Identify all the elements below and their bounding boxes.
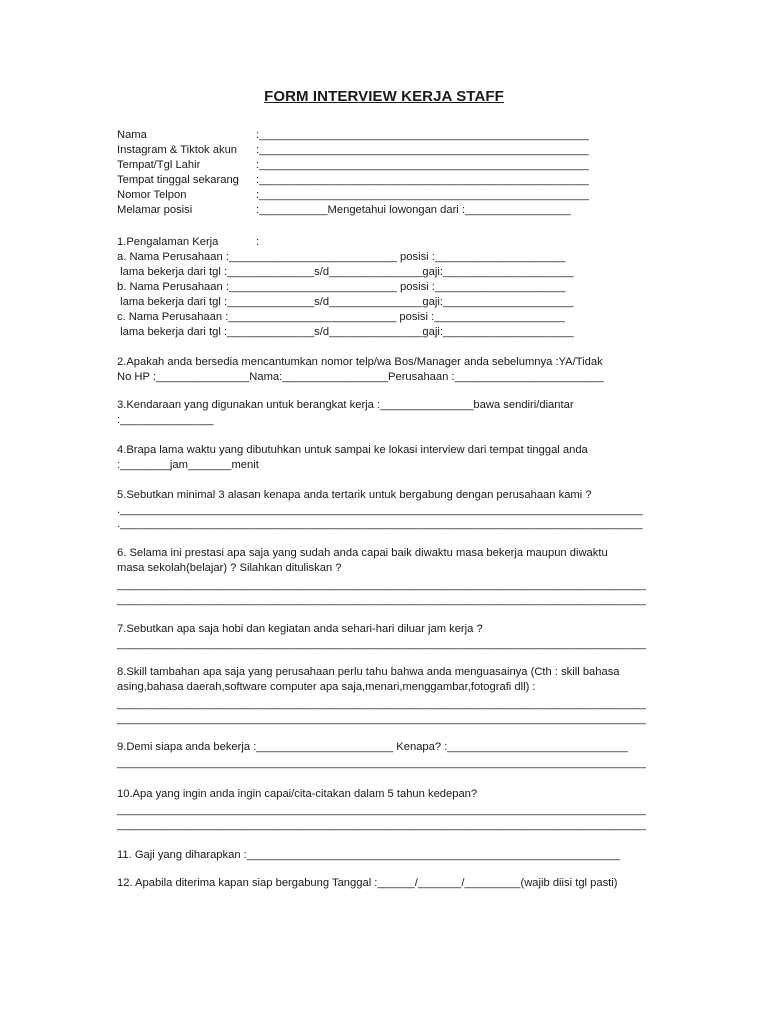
experience-line[interactable]: lama bekerja dari tgl :______________s/d_______________gaji:_____________________ xyxy=(117,296,574,308)
question-4: 4.Brapa lama waktu yang dibutuhkan untuk sampai ke lokasi interview dari tempat tinggal anda xyxy=(117,444,588,456)
experience-line[interactable]: lama bekerja dari tgl :______________s/d_______________gaji:_____________________ xyxy=(117,326,574,338)
answer-line[interactable]: _____________________________________________________________________________________ xyxy=(117,638,646,650)
question-9[interactable]: 9.Demi siapa anda bekerja :______________________ Kenapa? :_____________________________ xyxy=(117,741,628,753)
experience-line[interactable]: c. Nama Perusahaan :___________________________ posisi :_____________________ xyxy=(117,311,565,323)
field-ttl[interactable]: :_____________________________________________________ xyxy=(256,159,589,171)
question-12[interactable]: 12. Apabila diterima kapan siap bergabung Tanggal :______/_______/_________(wajib diisi tgl pasti) xyxy=(117,877,618,889)
label-nama: Nama xyxy=(117,129,147,141)
experience-heading: 1.Pengalaman Kerja xyxy=(117,236,219,248)
question-2: 2.Apakah anda bersedia mencantumkan nomor telp/wa Bos/Manager anda sebelumnya :YA/Tidak xyxy=(117,356,603,368)
answer-line[interactable]: .____________________________________________________________________________________ xyxy=(117,518,643,530)
field-tempat-tinggal[interactable]: :_____________________________________________________ xyxy=(256,174,589,186)
question-7: 7.Sebutkan apa saja hobi dan kegiatan anda sehari-hari diluar jam kerja ? xyxy=(117,623,483,635)
question-8-cont: asing,bahasa daerah,software computer apa saja,menari,menggambar,fotografi dll) : xyxy=(117,681,536,693)
experience-heading-colon: : xyxy=(256,236,260,248)
form-title: FORM INTERVIEW KERJA STAFF xyxy=(264,88,504,105)
label-ttl: Tempat/Tgl Lahir xyxy=(117,159,201,171)
answer-line[interactable]: _____________________________________________________________________________________ xyxy=(117,757,646,769)
field-sosmed[interactable]: :_____________________________________________________ xyxy=(256,144,589,156)
question-10: 10.Apa yang ingin anda ingin capai/cita-citakan dalam 5 tahun kedepan? xyxy=(117,788,478,800)
answer-line[interactable]: _____________________________________________________________________________________ xyxy=(117,579,646,591)
experience-line[interactable]: a. Nama Perusahaan :___________________________ posisi :_____________________ xyxy=(117,251,566,263)
field-nama[interactable]: :_____________________________________________________ xyxy=(256,129,589,141)
label-telpon: Nomor Telpon xyxy=(117,189,187,201)
question-6-cont: masa sekolah(belajar) ? Silahkan dituliskan ? xyxy=(117,562,342,574)
label-tempat-tinggal: Tempat tinggal sekarang xyxy=(117,174,239,186)
answer-line[interactable]: _____________________________________________________________________________________ xyxy=(117,594,646,606)
question-6: 6. Selama ini prestasi apa saja yang sudah anda capai baik diwaktu masa bekerja maupun diwaktu xyxy=(117,547,608,559)
question-3-answer[interactable]: :_______________ xyxy=(117,414,214,426)
answer-line[interactable]: _____________________________________________________________________________________ xyxy=(117,804,646,816)
question-5: 5.Sebutkan minimal 3 alasan kenapa anda tertarik untuk bergabung dengan perusahaan kami ? xyxy=(117,489,592,501)
answer-line[interactable]: _____________________________________________________________________________________ xyxy=(117,698,646,710)
question-8: 8.Skill tambahan apa saja yang perusahaan perlu tahu bahwa anda menguasainya (Cth : skill bahasa xyxy=(117,666,620,678)
field-posisi[interactable]: :___________Mengetahui lowongan dari :_________________ xyxy=(256,204,571,216)
experience-line[interactable]: b. Nama Perusahaan :___________________________ posisi :_____________________ xyxy=(117,281,566,293)
answer-line[interactable]: _____________________________________________________________________________________ xyxy=(117,819,646,831)
label-sosmed: Instagram & Tiktok akun xyxy=(117,144,238,156)
field-telpon[interactable]: :_____________________________________________________ xyxy=(256,189,589,201)
question-2-answer[interactable]: No HP :_______________Nama:_________________Perusahaan :________________________ xyxy=(117,371,604,383)
question-3[interactable]: 3.Kendaraan yang digunakan untuk berangkat kerja :_______________bawa sendiri/diantar xyxy=(117,399,574,411)
answer-line[interactable]: _____________________________________________________________________________________ xyxy=(117,713,646,725)
answer-line[interactable]: .____________________________________________________________________________________ xyxy=(117,504,643,516)
label-posisi: Melamar posisi xyxy=(117,204,193,216)
question-4-answer[interactable]: :________jam_______menit xyxy=(117,459,259,471)
question-11[interactable]: 11. Gaji yang diharapkan :____________________________________________________________ xyxy=(117,849,621,861)
experience-line[interactable]: lama bekerja dari tgl :______________s/d_______________gaji:_____________________ xyxy=(117,266,574,278)
